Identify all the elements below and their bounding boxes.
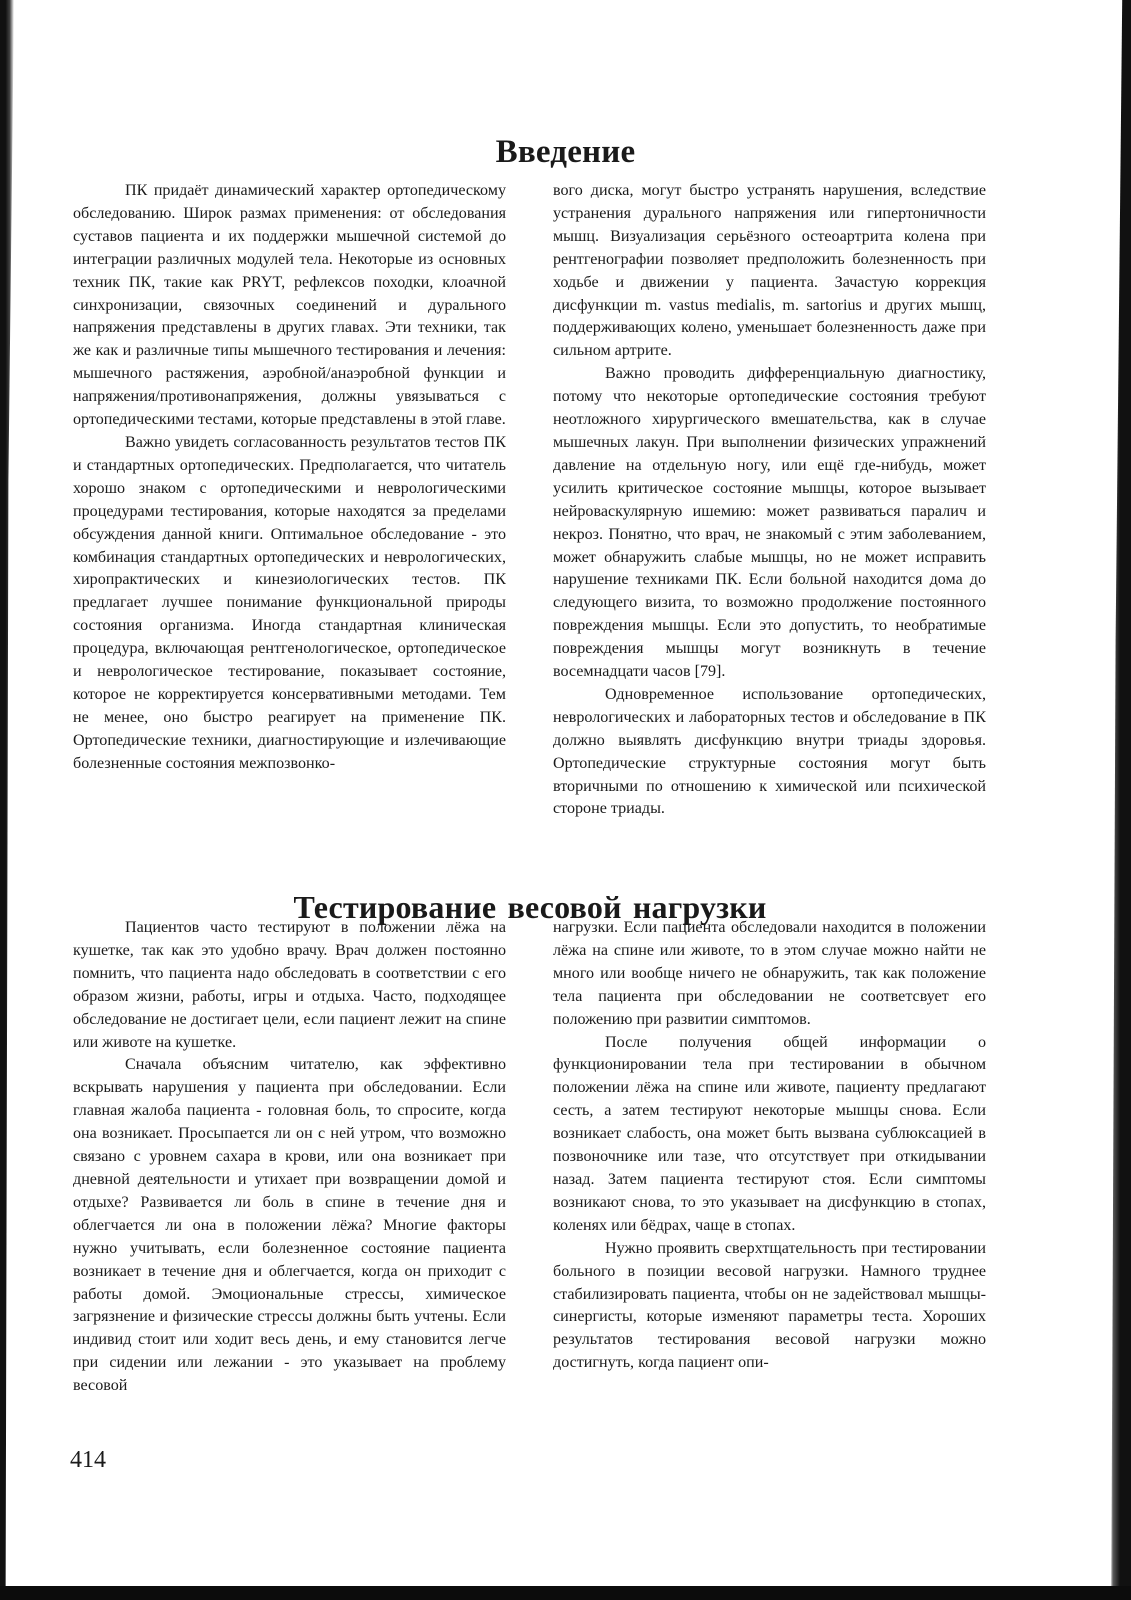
section-title-introduction: Введение <box>495 134 636 171</box>
scan-edge-right <box>1109 0 1131 1600</box>
paragraph: Одновременное использование ортопедических, неврологических и лабораторных тестов и обследование в ПК должно выявлять дисфункцию внутри триады здоровья. Ортопедические структурные состояния могут быть вторичными по отношению к химической или психической стороне триады. <box>553 685 986 818</box>
paragraph: Важно увидеть согласованность результатов тестов ПК и стандартных ортопедических. Предполагается, что читатель хорошо знаком с ортопедическими и неврологическими процедурами тестирования, которые находятся за пределами обсуждения данной книги. Оптимальное обследование - это комбинация стандартных ортопедических и неврологических, хиропрактических и кинезиологических тестов. ПК предлагает лучшее понимание функциональной природы состояния организма. Иногда стандартная клиническая процедура, включающая рентгенологическое, ортопедическое и неврологическое тестирование, показывает состояние, которое не корректируется консервативными методами. Тем не менее, оно быстро реагирует на применение ПК. Ортопедические техники, диагностирующие и излечивающие болезненные состояния межпозвонко- <box>73 433 506 772</box>
paragraph: После получения общей информации о функционировании тела при тестировании в обычном положении лёжа на спине или животе, пациенту предлагают сесть, а затем тестируют некоторые мышцы снова. Если возникает слабость, она может быть вызвана сублюксацией в позвоночнике или тазе, что отсутствует при откидывании назад. Затем пациента тестируют стоя. Если симптомы возникают снова, то это указывает на дисфункцию в стопах, коленях или бёдрах, чаще в стопах. <box>553 1033 986 1234</box>
paragraph: Пациентов часто тестируют в положении лёжа на кушетке, так как это удобно врачу. Врач должен постоянно помнить, что пациента надо обследовать в соответствии с его образом жизни, работы, игры и отдыха. Часто, подходящее обследование не достигает цели, если пациент лежит на спине или животе на кушетке. <box>73 919 506 1051</box>
introduction-left-column <box>73 180 506 776</box>
paragraph: вого диска, могут быстро устранять нарушения, вследствие устранения дурального напряжения или гипертоничности мышц. Визуализация серьёзного остеоартрита колена при рентгенографии позволяет предположить болезненность при ходьбе и движении у пациента. Зачастую коррекция дисфункции m. vastus medialis, m. sartorius и других мышц, поддерживающих колено, уменьшает болезненность даже при сильном артрите. <box>553 182 986 360</box>
paragraph: Сначала объясним читателю, как эффективно вскрывать нарушения у пациента при обследовании. Если главная жалоба пациента - головная боль, то спросите, когда она возникает. Просыпается ли он с ней утром, что возможно связано с уровнем сахара в крови, или она возникает при дневной деятельности и утихает при возвращении домой и отдыхе? Развивается ли боль в спине в течение дня и облегчается ли она в положении лёжа? Многие факторы нужно учитывать, если болезненное состояние пациента возникает в течение дня и облегчается, когда он приходит с работы домой. Эмоциональные стрессы, химическое загрязнение и физические стрессы должны быть учтены. Если индивид стоит или ходит весь день, и ему становится легче при сидении или лежании - это указывает на проблему весовой <box>73 1056 506 1395</box>
weight-bearing-right-column <box>553 917 986 1375</box>
section-title-weight-bearing-testing: Тестирование весовой нагрузки <box>293 889 767 926</box>
paragraph: нагрузки. Если пациента обследовали находится в положении лёжа на спине или животе, то в этом случае можно найти не много или вообще ничего не обнаружить, так как положение тела пациента при обследовании не соответсвует его положению при развитии симптомов. <box>553 919 986 1028</box>
scan-edge-left <box>0 0 14 1600</box>
paragraph: Нужно проявить сверхтщательность при тестировании больного в позиции весовой нагрузки. Намного труднее стабилизировать пациента, чтобы он не задействовал мышцы-синергисты, которые изменяют параметры теста. Хороших результатов тестирования весовой нагрузки можно достигнуть, когда пациент опи- <box>553 1239 986 1372</box>
paragraph: Важно проводить дифференциальную диагностику, потому что некоторые ортопедические состояния требуют неотложного хирургического вмешательства, как в случае мышечных лакун. При выполнении физических упражнений давление на отдельную ногу, или ещё где-нибудь, может усилить критическое состояние мышцы, которое вызывает нейроваскулярную ишемию: может развиваться паралич и некроз. Понятно, что врач, не знакомый с этим заболеванием, может обнаружить слабые мышцы, но не может исправить нарушение техниками ПК. Если больной находится дома до следующего визита, то возможно продолжение постоянного повреждения мышцы. Если это допустить, то необратимые повреждения мышцы могут возникнуть в течение восемнадцати часов [79]. <box>553 365 986 681</box>
scan-edge-bottom <box>0 1586 1131 1600</box>
page-number: 414 <box>70 1447 106 1473</box>
introduction-right-column <box>553 180 986 821</box>
paragraph: ПК придаёт динамический характер ортопедическому обследованию. Широк размах применения: от обследования суставов пациента и их поддержки мышечной системой до интеграции различных модулей тела. Некоторые из основных техник ПК, такие как PRYT, рефлексов походки, клоачной синхронизации, связочных соединений и дурального напряжения представлены в других главах. Эти техники, так же как и различные типы мышечного тестирования и лечения: мышечного растяжения, аэробной/анаэробной функции и напряжения/противонапряжения, должны увязываться с ортопедическими тестами, которые представлены в этой главе. <box>73 182 506 429</box>
weight-bearing-left-column <box>73 917 506 1398</box>
